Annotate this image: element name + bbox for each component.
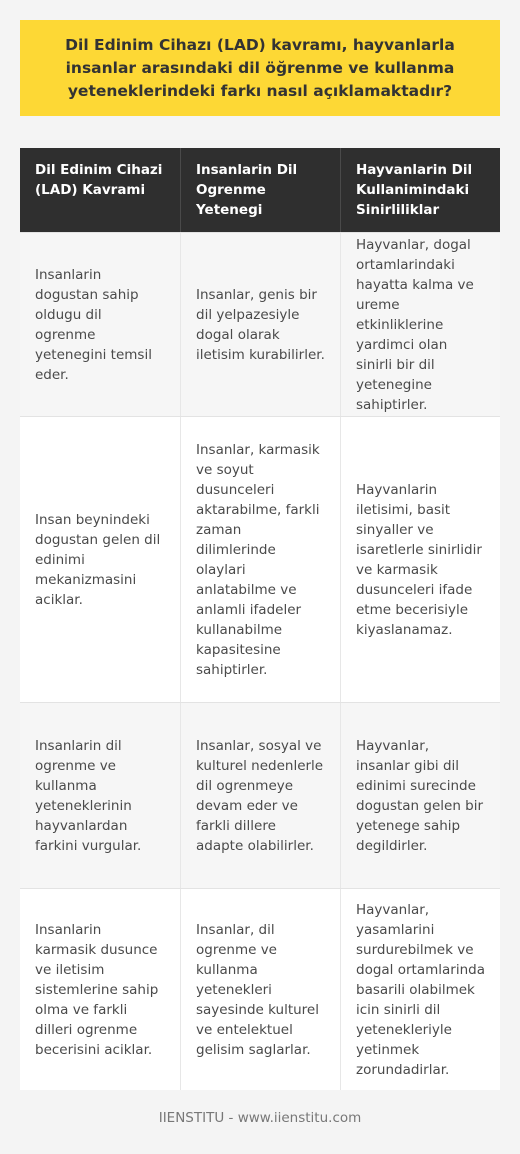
table-cell: Insanlar, karmasik ve soyut dusunceleri aktarabilme, farkli zaman dilimlerinde olaylari anlatabilme ve anlamli ifadeler kullanabilme kapasitesine sahiptirler. <box>180 417 340 702</box>
question-text: Dil Edinim Cihazı (LAD) kavramı, hayvanlarla insanlar arasındaki dil öğrenme ve kullanma yeteneklerindeki farkı nasıl açıklamaktadır? <box>65 35 455 100</box>
column-header: Insanlarin Dil Ogrenme Yetenegi <box>180 148 340 232</box>
table-cell: Hayvanlarin iletisimi, basit sinyaller ve isaretlerle sinirlidir ve karmasik dusunceleri ifade etme becerisiyle kiyaslanamaz. <box>340 417 500 702</box>
table-cell: Insanlarin dil ogrenme ve kullanma yeteneklerinin hayvanlardan farkini vurgular. <box>35 737 142 854</box>
table-cell: Insanlarin dogustan sahip oldugu dil ogrenme yetenegini temsil eder. <box>35 266 152 383</box>
table-cell: Insanlar, sosyal ve kulturel nedenlerle dil ogrenmeye devam eder ve farkli dillere adapte olabilirler. <box>180 703 340 888</box>
footer-credit: IIENSTITU - www.iienstitu.com <box>158 1110 362 1126</box>
table-cell: Insan beynindeki dogustan gelen dil edinimi mekanizmasini aciklar. <box>35 511 161 608</box>
table-cell: Hayvanlar, insanlar gibi dil edinimi surecinde dogustan gelen bir yetenege sahip degildirler. <box>340 703 500 888</box>
table-row <box>20 416 500 702</box>
table-cell: Insanlarin karmasik dusunce ve iletisim sistemlerine sahip olma ve farkli dilleri ogrenme becerisini aciklar. <box>35 921 159 1058</box>
column-header: Hayvanlarin Dil Kullanimindaki Sinirliliklar <box>340 148 500 232</box>
table-row <box>20 232 500 416</box>
table-row <box>20 702 500 888</box>
table-cell: Hayvanlar, dogal ortamlarindaki hayatta kalma ve ureme etkinliklerine yardimci olan sinirli bir dil yetenegine sahiptirler. <box>340 233 500 416</box>
table-cell: Insanlar, genis bir dil yelpazesiyle dogal olarak iletisim kurabilirler. <box>180 233 340 416</box>
column-header: Dil Edinim Cihazi (LAD) Kavrami <box>35 162 163 198</box>
comparison-table <box>20 148 500 1090</box>
question-banner <box>20 20 500 116</box>
table-cell: Insanlar, dil ogrenme ve kullanma yetenekleri sayesinde kulturel ve entelektuel gelisim saglarlar. <box>180 889 340 1090</box>
table-cell: Hayvanlar, yasamlarini surdurebilmek ve dogal ortamlarinda basarili olabilmek icin sinirli dil yetenekleriyle yetinmek zorundadirlar. <box>340 889 500 1090</box>
table-header-row <box>20 148 500 232</box>
table-row <box>20 888 500 1090</box>
